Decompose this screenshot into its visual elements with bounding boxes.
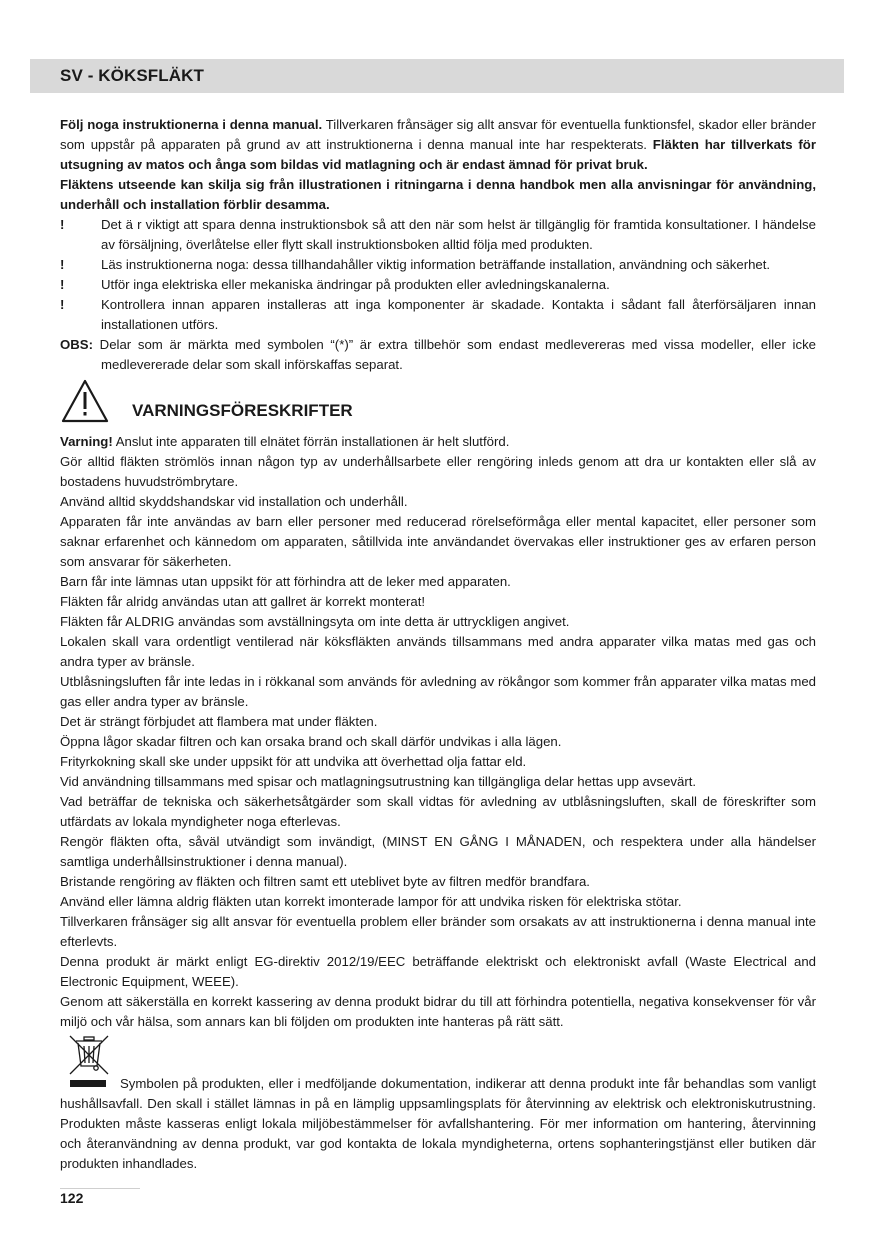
warning-paragraph: Öppna lågor skadar filtren och kan orsaka brand och skall därför undvikas i alla lägen. [60,734,562,749]
warning-paragraph: Bristande rengöring av fläkten och filtren samt ett uteblivet byte av filtren medför brandfara. [60,874,590,889]
crossed-out-wheelie-bin-icon [68,1034,110,1090]
exclamation-mark: ! [60,257,65,272]
warning-text: Anslut inte apparaten till elnätet förrän installationen är helt slutförd. [112,434,510,449]
exclamation-mark: ! [60,217,65,232]
warning-bold-lead: Varning! [60,434,113,449]
warning-paragraph: Gör alltid fläkten strömlös innan någon typ av underhållsarbete eller rengöring inleds genom att dra ur kontakten eller slå av bostadens huvudströmbrytare. [60,454,816,489]
warning-paragraph: Utblåsningsluften får inte ledas in i rökkanal som används för avledning av rökångor som kommer från apparater vilka matas med gas eller andra typer av bränsle. [60,674,816,709]
exclamation-mark: ! [60,297,65,312]
weee-disposal-block [60,1034,816,1174]
intro-bold-purpose: Fläkten har tillverkats för utsugning av matos och ånga som bildas vid matlagning och är endast ämnad för privat bruk. [60,137,816,172]
instruction-bullet [60,215,816,255]
intro-paragraph-2: Fläktens utseende kan skilja sig från illustrationen i ritningarna i denna handbok men alla anvisningar för användning, underhåll och installation förblir desamma. [60,177,816,212]
warning-paragraph: Apparaten får inte användas av barn eller personer med reducerad rörelseförmåga eller mental kapacitet, eller personer som saknar erfarenhet och kännedom om apparaten, såtillvida inte användandet övervakas eller instruktioner ges av erfaren person som ansvarar för säkerheten. [60,514,816,569]
warning-triangle-icon [60,378,110,424]
warning-paragraph: Frityrkokning skall ske under uppsikt för att undvika att överhettad olja fattar eld. [60,754,527,769]
warning-paragraph: Genom att säkerställa en korrekt kassering av denna produkt bidrar du till att förhindra potentiella, negativa konsekvenser för vår miljö och vår hälsa, som annars kan bli följden om produkten inte hanteras på rätt sätt. [60,994,816,1029]
obs-label: OBS: [60,337,93,352]
warning-paragraph: Denna produkt är märkt enligt EG-direktiv 2012/19/EEC beträffande elektriskt och elektroniskt avfall (Waste Electrical and Electronic Equipment, WEEE). [60,954,816,989]
warning-paragraph: Använd eller lämna aldrig fläkten utan korrekt imonterade lampor för att undvika risken för elektriska stötar. [60,894,682,909]
section-title: SV - KÖKSFLÄKT [60,66,205,85]
weee-text: Symbolen på produkten, eller i medföljande dokumentation, indikerar att denna produkt inte får behandlas som vanligt hushållsavfall. Den skall i stället lämnas in på en lämplig uppsamlingsplats för återvinning av elektrisk och elektroniskutrustning. Produkten måste kasseras enligt lokala miljöbestämmelser för avfallshantering. För mer information om hantering, återvinning och återanvändning av denna produkt, var god kontakta de lokala myndigheterna, ortens sophanteringstjänst eller butiken där produkten inhandlades. [60,1076,816,1171]
warnings-title: VARNINGSFÖRESKRIFTER [132,401,353,420]
page-content [60,115,816,1174]
instruction-bullet [60,255,816,275]
warning-paragraph: Tillverkaren frånsäger sig allt ansvar för eventuella problem eller bränder som orsakats av att instruktionerna i denna manual inte efterlevts. [60,914,816,949]
warning-paragraph [60,432,816,452]
warning-paragraph: Fläkten får alridg användas utan att gallret är korrekt monterat! [60,594,426,609]
warning-paragraph: Använd alltid skyddshandskar vid installation och underhåll. [60,494,408,509]
page-number: 122 [60,1190,84,1206]
warning-paragraph: Fläkten får ALDRIG användas som avställningsyta om inte detta är uttryckligen angivet. [60,614,570,629]
instruction-bullet [60,275,816,295]
warning-paragraph: Vid användning tillsammans med spisar och matlagningsutrustning kan tillgängliga delar hettas upp avsevärt. [60,774,697,789]
intro-paragraph-1 [60,115,816,175]
obs-text: Delar som är märkta med symbolen “(*)” är extra tillbehör som endast medlevereras med vissa modeller, eller icke medlevererade delar som skall införskaffas separat. [92,337,816,372]
warning-paragraph: Vad beträffar de tekniska och säkerhetsåtgärder som skall vidtas för avledning av utblåsningsluften, skall de föreskrifter som utfärdats av lokala myndigheter noga efterlevas. [60,794,816,829]
bullet-text: Läs instruktionerna noga: dessa tillhandahåller viktig information beträffande installation, användning och säkerhet. [101,257,771,272]
footer-divider [60,1188,140,1189]
instruction-bullet [60,295,816,335]
bullet-text: Utför inga elektriska eller mekaniska ändringar på produkten eller avledningskanalerna. [101,277,610,292]
warning-paragraph: Rengör fläkten ofta, såväl utvändigt som invändigt, (MINST EN GÅNG I MÅNADEN, och respektera under alla händelser samtliga underhållsinstruktioner i denna manual). [60,834,816,869]
exclamation-mark: ! [60,277,65,292]
intro-bold-lead: Följ noga instruktionerna i denna manual. [60,117,323,132]
warning-paragraph: Lokalen skall vara ordentligt ventilerad när köksfläkten används tillsammans med andra apparater vilka matas med gas och andra typer av bränsle. [60,634,816,669]
bullet-text: Det ä r viktigt att spara denna instruktionsbok så att den när som helst är tillgänglig för framtida konsultationer. I händelse av försäljning, överlåtelse eller flytt skall instruktionsboken alltid följa med produkten. [101,217,816,252]
intro-disclaimer-text: Tillverkaren frånsäger sig allt ansvar för eventuella funktionsfel, skador eller bränder som uppstår på apparaten på grund av att instruktionerna i denna manual inte har respekterats. [60,117,816,152]
bullet-text: Kontrollera innan apparen installeras att inga komponenter är skadade. Kontakta i sådant fall återförsäljaren innan installationen utförs. [101,297,816,332]
section-header-bar [30,59,844,93]
obs-note [60,335,816,375]
warning-paragraph: Barn får inte lämnas utan uppsikt för att förhindra att de leker med apparaten. [60,574,511,589]
warnings-heading [60,378,816,432]
warning-paragraph: Det är strängt förbjudet att flambera mat under fläkten. [60,714,378,729]
